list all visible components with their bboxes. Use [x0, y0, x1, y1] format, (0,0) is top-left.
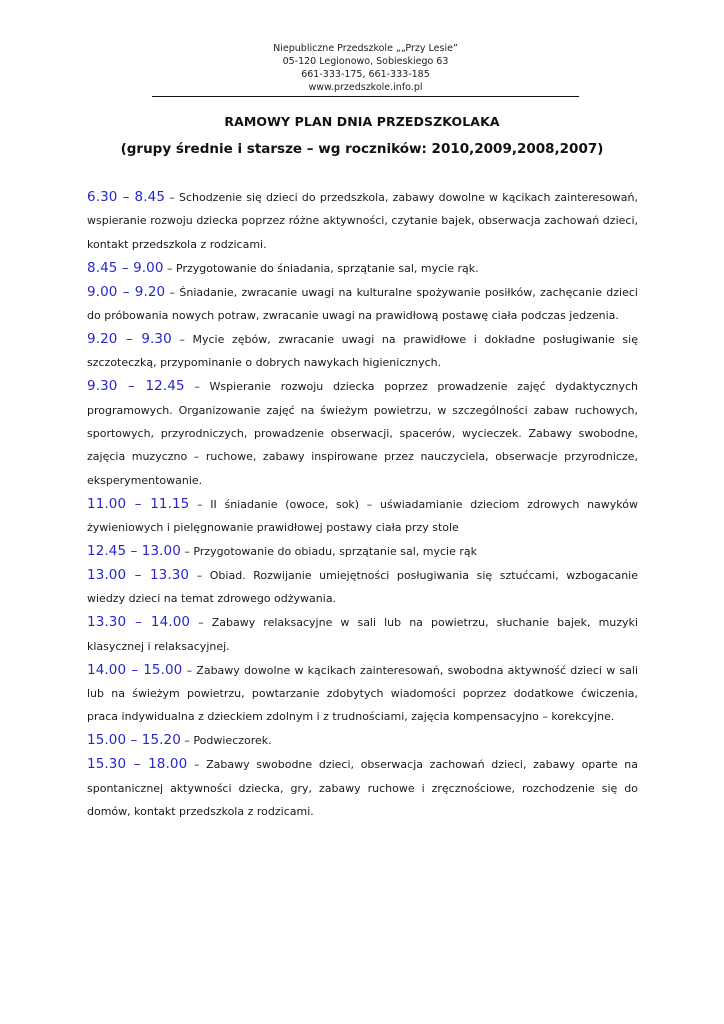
schedule-entry	[87, 564, 638, 611]
letterhead-divider	[152, 96, 579, 97]
entry-description: – Podwieczorek.	[180, 734, 272, 748]
schedule-list	[87, 186, 638, 824]
entry-description: – Zabawy swobodne dzieci, obserwacja zachowań dzieci, zabawy oparte na spontanicznej aktywności dziecka, gry, zabawy ruchowe i zręcznościowe, rozchodzenie się do domów, kontakt przedszkola z rodzicami.	[87, 758, 638, 819]
entry-description: – Śniadanie, zwracanie uwagi na kulturalne spożywanie posiłków, zachęcanie dzieci do próbowania nowych potraw, zwracanie uwagi na prawidłową postawę ciała podczas jedzenia.	[87, 285, 638, 323]
schedule-entry	[87, 257, 638, 280]
entry-description: – Mycie zębów, zwracanie uwagi na prawidłowe i dokładne posługiwanie się szczoteczką, przypominanie o dobrych nawykach higienicznych.	[87, 332, 638, 370]
entry-time: 13.30 – 14.00	[87, 614, 191, 631]
letterhead-phone: 661-333-175, 661-333-185	[301, 69, 430, 80]
entry-time: 13.00 – 13.30	[87, 567, 190, 583]
letterhead-address: 05-120 Legionowo, Sobieskiego 63	[282, 56, 449, 67]
schedule-entry	[87, 659, 638, 729]
letterhead	[152, 42, 579, 94]
entry-time: 6.30 – 8.45	[87, 189, 166, 205]
entry-description: – Przygotowanie do śniadania, sprzątanie sal, mycie rąk.	[163, 261, 479, 275]
schedule-entry	[87, 729, 638, 752]
letterhead-website: www.przedszkole.info.pl	[308, 82, 423, 93]
entry-time: 8.45 – 9.00	[87, 259, 164, 276]
schedule-entry	[87, 540, 638, 563]
page-title: RAMOWY PLAN DNIA PRZEDSZKOLAKA	[224, 114, 500, 129]
entry-description: – Przygotowanie do obiadu, sprzątanie sal, mycie rąk	[180, 545, 477, 559]
entry-time: 12.45 – 13.00	[87, 543, 181, 560]
entry-description: – Zabawy relaksacyjne w sali lub na powietrzu, słuchanie bajek, muzyki klasycznej i relaksacyjnej.	[87, 616, 638, 653]
entry-time: 14.00 – 15.00	[87, 661, 183, 678]
schedule-entry	[87, 186, 638, 256]
entry-time: 9.20 – 9.30	[87, 330, 172, 347]
schedule-entry	[87, 493, 638, 540]
entry-time: 15.00 – 15.20	[87, 732, 181, 749]
entry-description: – Obiad. Rozwijanie umiejętności posługiwania się sztućcami, wzbogacanie wiedzy dzieci na temat zdrowego odżywania.	[87, 569, 638, 606]
entry-time: 9.00 – 9.20	[87, 283, 166, 300]
entry-time: 11.00 – 11.15	[87, 495, 190, 512]
entry-description: – Zabawy dowolne w kącikach zainteresowań, swobodna aktywność dzieci w sali lub na świeżym powietrzu, powtarzanie zdobytych wiadomości poprzez dodatkowe ćwiczenia, praca indywidualna z dzieckiem zdolnym i z trudnościami, zajęcia kompensacyjno – korekcyjne.	[87, 663, 638, 724]
entry-description: – Schodzenie się dzieci do przedszkola, zabawy dowolne w kącikach zainteresowań, wspieranie rozwoju dziecka poprzez różne aktywności, czytanie bajek, obserwacja zachowań dzieci, kontakt przedszkola z rodzicami.	[87, 191, 638, 251]
entry-time: 15.30 – 18.00	[87, 756, 188, 773]
schedule-entry	[87, 328, 638, 375]
entry-time: 9.30 – 12.45	[87, 378, 185, 395]
schedule-entry	[87, 375, 638, 492]
schedule-entry	[87, 753, 638, 823]
schedule-entry	[87, 281, 638, 328]
letterhead-name: Niepubliczne Przedszkole „„Przy Lesie”	[273, 43, 458, 54]
entry-description: – II śniadanie (owoce, sok) – uświadamianie dzieciom zdrowych nawyków żywieniowych i pielęgnowanie prawidłowej postawy ciała przy stole	[87, 497, 638, 535]
schedule-entry	[87, 611, 638, 658]
page-subtitle: (grupy średnie i starsze – wg roczników: 2010,2009,2008,2007)	[120, 141, 604, 157]
entry-description: – Wspieranie rozwoju dziecka poprzez prowadzenie zajęć dydaktycznych programowych. Organizowanie zajęć na świeżym powietrzu, w szczególności zabaw ruchowych, sportowych, przyrodniczych, prowadzenie obserwacji, spacerów, wycieczek. Zabawy swobodne, zajęcia muzyczno – ruchowe, zabawy inspirowane przez nauczyciela, obserwacje przyrodnicze, eksperymentowanie.	[87, 380, 638, 487]
